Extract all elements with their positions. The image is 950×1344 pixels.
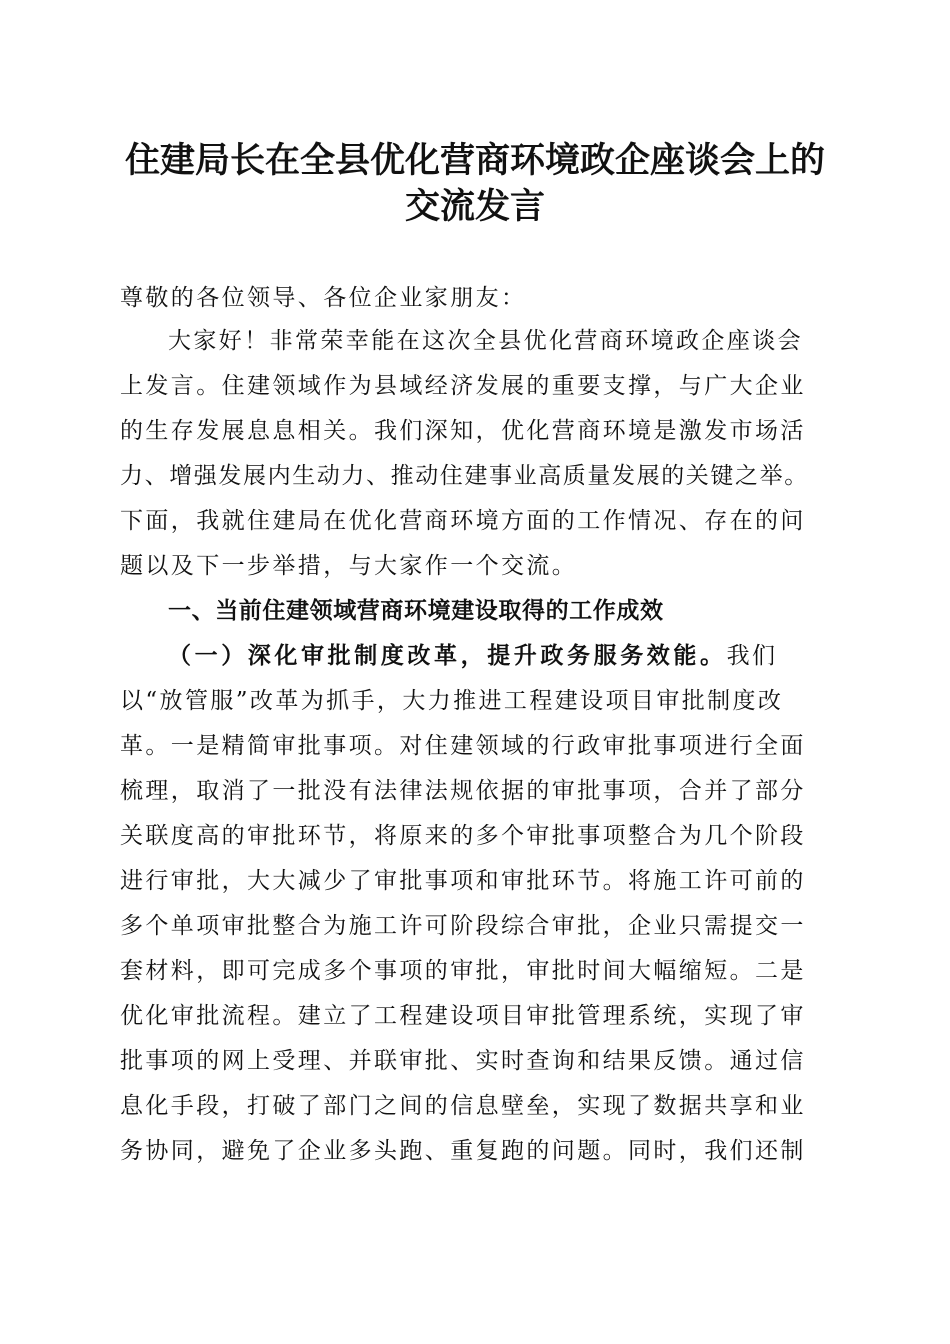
body-line: 大家好！非常荣幸能在这次全县优化营商环境政企座谈会 [168,328,803,354]
body-line: 题以及下一步举措，与大家作一个交流。 [120,553,578,579]
page-title-continued: 交流发言 [404,186,545,227]
body-line: 革。一是精简审批事项。对住建领域的行政审批事项进行全面 [120,733,806,759]
body-line: 的生存发展息息相关。我们深知，优化营商环境是激发市场活 [120,418,806,444]
body-line: 多个单项审批整合为施工许可阶段综合审批，企业只需提交一 [120,913,806,939]
body-line: 以“放管服”改革为抓手，大力推进工程建设项目审批制度改 [120,688,784,714]
body-line: 务协同，避免了企业多头跑、重复跑的问题。同时，我们还制 [120,1138,806,1164]
body-line: 关联度高的审批环节，将原来的多个审批事项整合为几个阶段 [120,823,806,849]
page-title: 住建局长在全县优化营商环境政企座谈会上的 [124,140,825,181]
body-line: 下面，我就住建局在优化营商环境方面的工作情况、存在的问 [120,508,806,534]
body-line: 力、增强发展内生动力、推动住建事业高质量发展的关键之举。 [120,463,809,489]
body-line: 梳理，取消了一批没有法律法规依据的审批事项，合并了部分 [120,778,806,804]
body-line: 上发言。住建领域作为县域经济发展的重要支撑，与广大企业 [120,373,806,399]
body-line: 套材料，即可完成多个事项的审批，审批时间大幅缩短。二是 [120,958,806,984]
body-line: 进行审批，大大减少了审批事项和审批环节。将施工许可前的 [120,868,806,894]
section-heading: 一、当前住建领域营商环境建设取得的工作成效 [168,598,664,624]
body-line: 批事项的网上受理、并联审批、实时查询和结果反馈。通过信 [120,1048,806,1074]
subsection-heading: （一）深化审批制度改革，提升政务服务效能。 [168,642,727,669]
body-line: 息化手段，打破了部门之间的信息壁垒，实现了数据共享和业 [120,1093,806,1119]
body-line: 优化审批流程。建立了工程建设项目审批管理系统，实现了审 [120,1003,806,1029]
salutation: 尊敬的各位领导、各位企业家朋友： [120,285,527,311]
subsection-lead-text: 我们 [726,643,778,669]
subsection-line [168,639,777,673]
